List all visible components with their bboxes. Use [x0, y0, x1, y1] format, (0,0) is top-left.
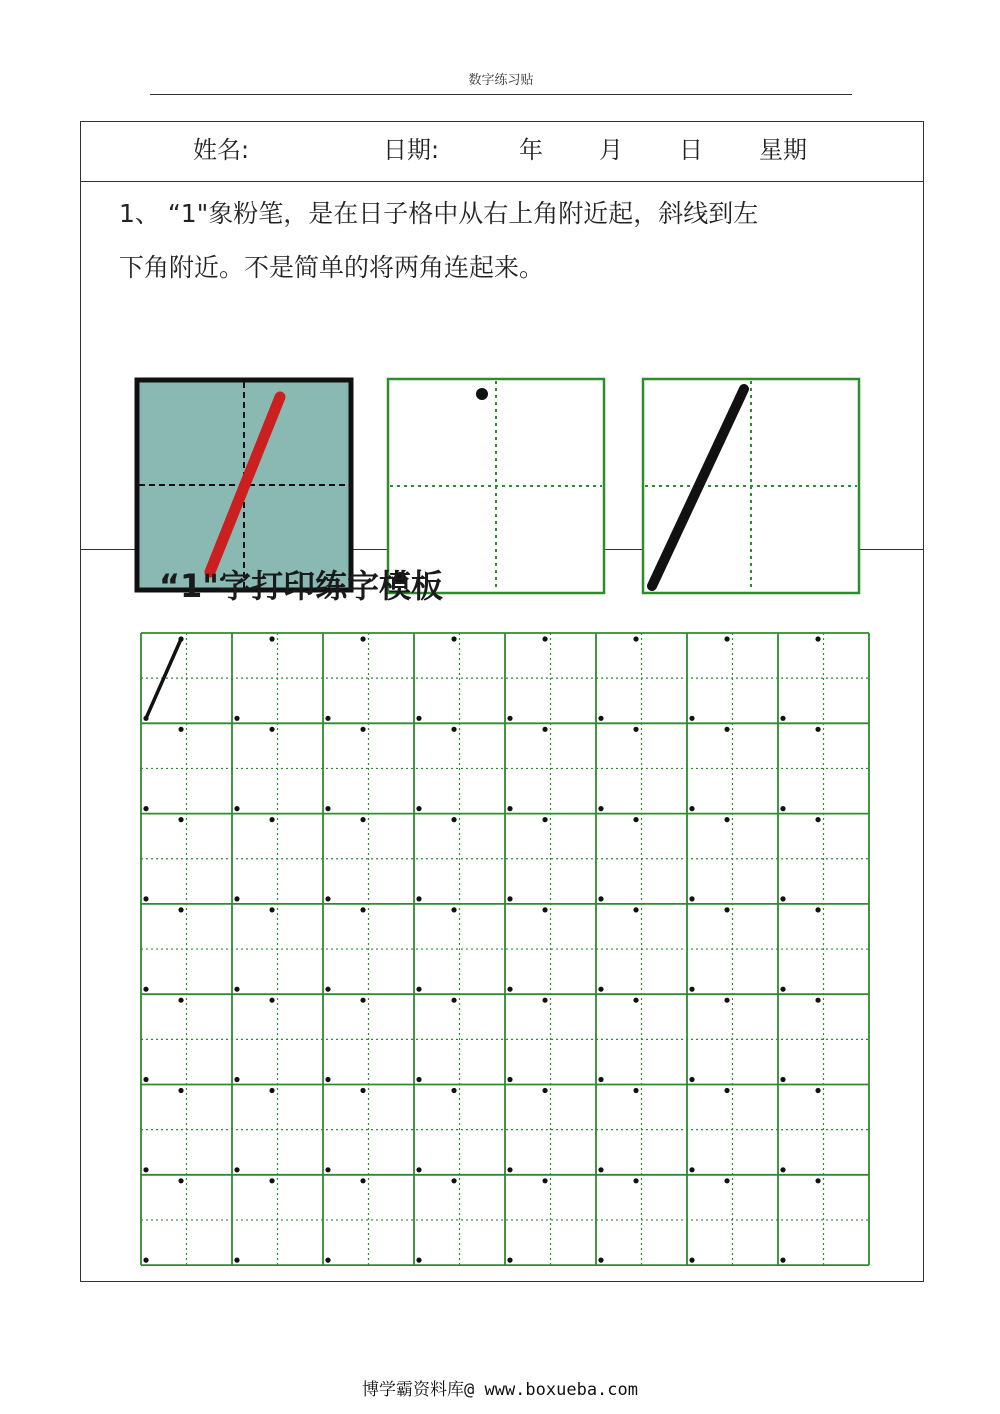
end-dot	[325, 1258, 330, 1263]
end-dot	[780, 896, 785, 901]
instruction-section	[81, 182, 923, 550]
weekday-label: 星期	[759, 136, 807, 164]
month-label: 月	[599, 136, 623, 164]
start-dot	[815, 1088, 820, 1093]
end-dot	[689, 716, 694, 721]
start-dot	[360, 1178, 365, 1183]
end-dot	[416, 1077, 421, 1082]
start-dot	[451, 817, 456, 822]
end-dot	[325, 987, 330, 992]
start-dot	[724, 907, 729, 912]
start-dot	[269, 817, 274, 822]
start-dot	[360, 817, 365, 822]
demo-cell-black-stroke	[641, 377, 863, 599]
end-dot	[780, 1077, 785, 1082]
start-dot	[633, 1178, 638, 1183]
end-dot	[689, 987, 694, 992]
start-dot	[815, 636, 820, 641]
start-dot	[815, 1178, 820, 1183]
end-dot	[234, 1077, 239, 1082]
end-dot	[234, 1258, 239, 1263]
end-dot	[689, 806, 694, 811]
start-dot	[178, 727, 183, 732]
name-label: 姓名:	[193, 136, 250, 164]
start-dot	[451, 907, 456, 912]
start-dot	[633, 998, 638, 1003]
start-dot	[542, 1088, 547, 1093]
end-dot	[416, 806, 421, 811]
page-header-title: 数字练习贴	[150, 70, 852, 95]
date-label: 日期:	[383, 136, 440, 164]
start-dot	[269, 907, 274, 912]
end-dot	[325, 716, 330, 721]
end-dot	[143, 1167, 148, 1172]
start-dot	[178, 998, 183, 1003]
start-dot	[542, 817, 547, 822]
start-dot	[724, 1088, 729, 1093]
end-dot	[780, 716, 785, 721]
start-dot	[542, 1178, 547, 1183]
start-dot	[178, 636, 183, 641]
demo-cell-chalk-stroke	[134, 377, 356, 595]
end-dot	[143, 716, 148, 721]
end-dot	[598, 987, 603, 992]
day-label: 日	[679, 136, 703, 164]
start-dot	[633, 1088, 638, 1093]
start-dot	[451, 727, 456, 732]
start-dot	[269, 727, 274, 732]
end-dot	[689, 896, 694, 901]
end-dot	[234, 806, 239, 811]
start-dot	[360, 1088, 365, 1093]
start-dot	[178, 1088, 183, 1093]
student-info-row	[81, 122, 923, 182]
end-dot	[416, 1167, 421, 1172]
instruction-line-1: 1、 “1"象粉笔，是在日子格中从右上角附近起，斜线到左	[119, 199, 759, 228]
start-dot	[360, 636, 365, 641]
end-dot	[780, 1167, 785, 1172]
start-dot	[724, 727, 729, 732]
page-footer	[0, 1378, 1000, 1402]
start-dot	[633, 636, 638, 641]
end-dot	[234, 1167, 239, 1172]
end-dot	[325, 1077, 330, 1082]
start-dot	[724, 817, 729, 822]
start-dot	[178, 907, 183, 912]
end-dot	[780, 806, 785, 811]
end-dot	[507, 1167, 512, 1172]
practice-grid	[139, 631, 873, 1267]
start-dot	[360, 727, 365, 732]
end-dot	[780, 987, 785, 992]
start-dot	[451, 1178, 456, 1183]
start-dot	[633, 817, 638, 822]
practice-template-title: “1"字打印练字模板	[159, 567, 443, 605]
end-dot	[325, 1167, 330, 1172]
start-dot	[633, 907, 638, 912]
footer-site-name: 博学霸资料库	[362, 1380, 464, 1400]
start-dot	[815, 907, 820, 912]
start-dot	[542, 727, 547, 732]
end-dot	[598, 1077, 603, 1082]
end-dot	[143, 806, 148, 811]
end-dot	[416, 1258, 421, 1263]
end-dot	[507, 1258, 512, 1263]
start-dot	[451, 636, 456, 641]
end-dot	[507, 1077, 512, 1082]
end-dot	[507, 896, 512, 901]
end-dot	[780, 1258, 785, 1263]
end-dot	[325, 896, 330, 901]
start-dot	[269, 1088, 274, 1093]
start-dot	[360, 907, 365, 912]
start-dot	[178, 817, 183, 822]
end-dot	[143, 987, 148, 992]
end-dot	[416, 987, 421, 992]
start-dot	[178, 1178, 183, 1183]
end-dot	[689, 1258, 694, 1263]
end-dot	[598, 896, 603, 901]
start-dot	[269, 1178, 274, 1183]
start-dot	[724, 636, 729, 641]
end-dot	[598, 716, 603, 721]
end-dot	[416, 716, 421, 721]
start-dot	[815, 817, 820, 822]
end-dot	[416, 896, 421, 901]
end-dot	[325, 806, 330, 811]
instruction-line-2: 下角附近。不是简单的将两角连起来。	[119, 253, 545, 282]
end-dot	[507, 716, 512, 721]
year-label: 年	[519, 136, 543, 164]
end-dot	[234, 716, 239, 721]
start-dot	[451, 1088, 456, 1093]
start-dot	[724, 998, 729, 1003]
end-dot	[143, 1077, 148, 1082]
end-dot	[507, 987, 512, 992]
start-dot	[542, 998, 547, 1003]
end-dot	[234, 987, 239, 992]
end-dot	[598, 1258, 603, 1263]
end-dot	[689, 1077, 694, 1082]
start-dot	[724, 1178, 729, 1183]
start-dot	[633, 727, 638, 732]
footer-site-url[interactable]: @ www.boxueba.com	[464, 1380, 638, 1400]
end-dot	[234, 896, 239, 901]
start-dot	[269, 636, 274, 641]
end-dot	[598, 806, 603, 811]
start-dot	[815, 998, 820, 1003]
end-dot	[598, 1167, 603, 1172]
end-dot	[507, 806, 512, 811]
start-dot	[815, 727, 820, 732]
start-dot	[269, 998, 274, 1003]
start-dot	[360, 998, 365, 1003]
demo-start-point	[476, 388, 488, 400]
start-dot	[542, 907, 547, 912]
end-dot	[143, 896, 148, 901]
start-dot	[542, 636, 547, 641]
start-dot	[451, 998, 456, 1003]
end-dot	[689, 1167, 694, 1172]
end-dot	[143, 1258, 148, 1263]
worksheet	[80, 121, 924, 1282]
